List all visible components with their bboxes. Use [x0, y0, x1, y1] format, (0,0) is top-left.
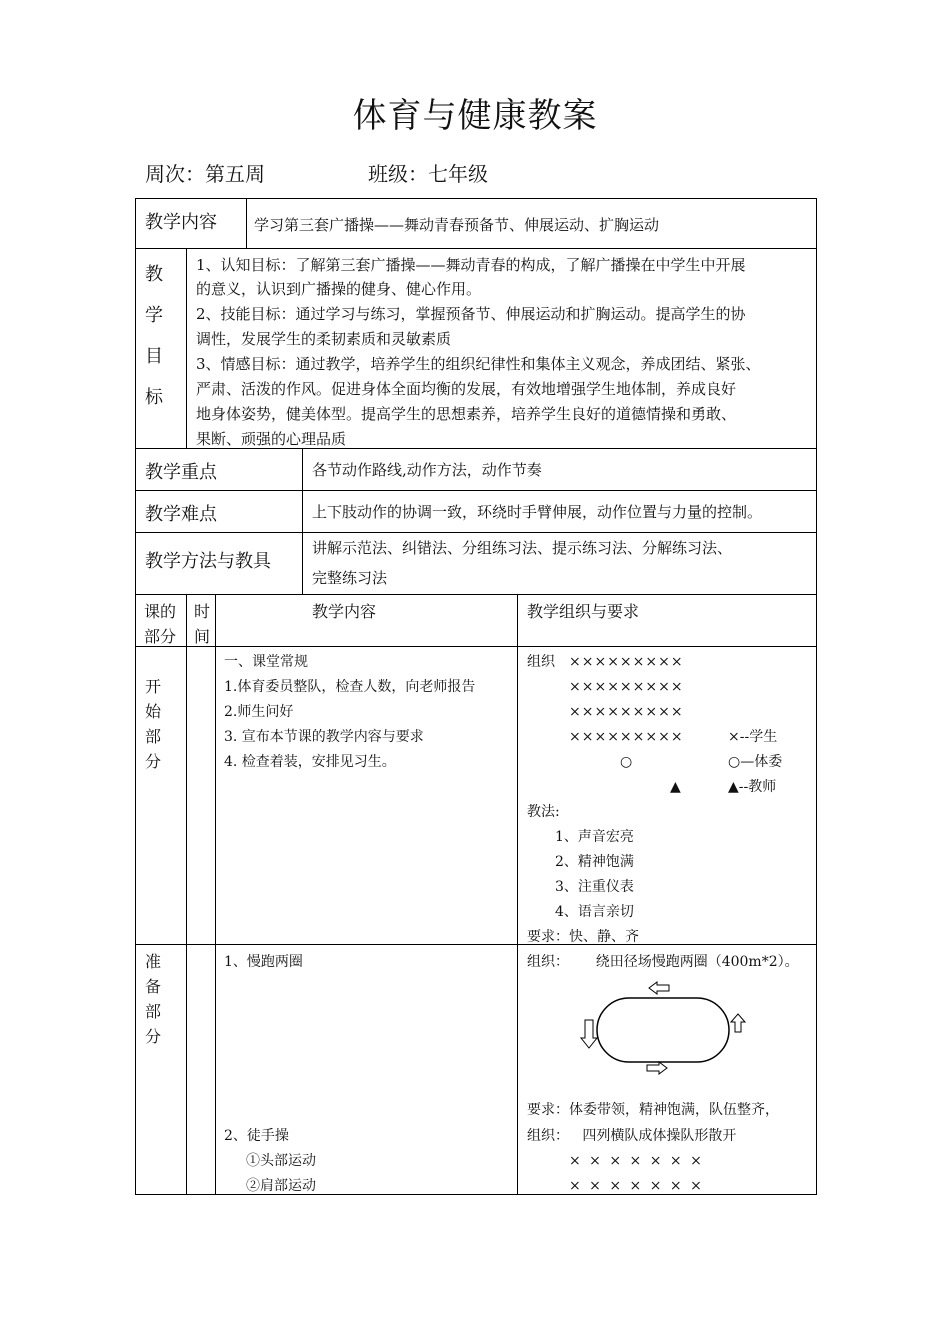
student-row: ×××××××××	[569, 704, 684, 720]
monitor-marker: ○	[620, 754, 633, 770]
goals-line: 3、情感目标：通过教学，培养学生的组织纪律性和集体主义观念，养成团结、紧张、	[196, 355, 761, 373]
method-line: 完整练习法	[312, 569, 388, 587]
track-diagram	[577, 980, 757, 1080]
goals-line: 地身体姿势，健美体型。提高学生的思想素养，培养学生良好的道德情操和勇敢、	[196, 405, 737, 423]
legend-monitor: ○—体委	[728, 754, 783, 770]
arrow-left-icon	[649, 982, 669, 994]
method-line: 讲解示范法、纠错法、分组练习法、提示练习法、分解练习法、	[312, 539, 733, 557]
header-time: 时 间	[194, 602, 211, 646]
legend-student: ×--学生	[728, 729, 778, 745]
method-item: 3、注重仪表	[555, 879, 634, 895]
start-part-label: 开 始 部 分	[145, 677, 162, 771]
formation-row: × × × × × × ×	[569, 1178, 704, 1194]
arrow-up-icon	[731, 1014, 745, 1032]
goals-line: 2、技能目标：通过学习与练习，掌握预备节、伸展运动和扩胸运动。提高学生的协	[196, 305, 746, 323]
org-label: 组织	[527, 654, 555, 670]
prep-item: 1、慢跑两圈	[224, 954, 303, 970]
arrow-right-icon	[647, 1062, 667, 1074]
difficulty-label: 教学难点	[145, 504, 217, 525]
goals-line: 严肃、活泼的作风。促进身体全面均衡的发展，有效地增强学生地体制，养成良好	[196, 380, 737, 398]
goals-line: 调性，发展学生的柔韧素质和灵敏素质	[196, 330, 452, 348]
prep-requirement: 要求：体委带领，精神饱满，队伍整齐，	[527, 1102, 779, 1118]
header-part: 课的 部分	[144, 602, 177, 646]
prep-org-line: 组织： 四列横队成体操队形散开	[527, 1128, 737, 1144]
method-label: 教学方法与教具	[145, 551, 271, 572]
difficulty-text: 上下肢动作的协调一致，环绕时手臂伸展，动作位置与力量的控制。	[312, 503, 763, 521]
method-item: 4、语言亲切	[555, 904, 634, 920]
prep-content	[224, 950, 514, 1194]
start-content-line: 一、课堂常规	[224, 654, 308, 670]
header-org: 教学组织与要求	[527, 602, 640, 621]
prep-part-label: 准 备 部 分	[145, 952, 162, 1046]
formation-row: × × × × × × ×	[569, 1153, 704, 1169]
goals-line: 的意义，认识到广播操的健身、健心作用。	[196, 280, 482, 298]
start-requirement: 要求：快、静、齐	[527, 929, 639, 945]
grade-label: 班级：七年级	[368, 162, 488, 186]
prep-org	[527, 950, 816, 1193]
start-content-line: 3. 宣布本节课的教学内容与要求	[224, 729, 424, 745]
key-points-label: 教学重点	[145, 462, 217, 483]
method-item: 1、声音宏亮	[555, 829, 634, 845]
teacher-marker: ▲	[670, 779, 681, 795]
arrow-down-icon	[581, 1020, 597, 1048]
content-text: 学习第三套广播操——舞动青春预备节、伸展运动、扩胸运动	[254, 216, 660, 234]
goals-label: 教 学 目 标	[145, 264, 163, 408]
start-content-line: 4. 检查着装，安排见习生。	[224, 754, 396, 770]
page-title: 体育与健康教案	[352, 96, 598, 136]
method-item: 2、精神饱满	[555, 854, 634, 870]
student-row: ×××××××××	[569, 729, 684, 745]
header-content: 教学内容	[312, 602, 377, 621]
goals-line: 果断、顽强的心理品质	[196, 430, 347, 448]
track-oval	[597, 998, 729, 1062]
start-content-line: 1.体育委员整队，检查人数，向老师报告	[224, 679, 476, 695]
prep-sub-item: ②肩部运动	[246, 1178, 316, 1194]
student-row: ×××××××××	[569, 654, 684, 670]
legend-teacher: ▲--教师	[728, 779, 777, 795]
start-org	[527, 650, 816, 945]
prep-org-line: 组织： 绕田径场慢跑两圈（400m*2）。	[527, 954, 799, 970]
prep-sub-item: ①头部运动	[246, 1153, 316, 1169]
week-label: 周次：第五周	[145, 162, 265, 186]
prep-item: 2、徒手操	[224, 1128, 289, 1144]
start-content-line: 2.师生问好	[224, 704, 294, 720]
content-label: 教学内容	[145, 212, 217, 233]
student-row: ×××××××××	[569, 679, 684, 695]
goals-line: 1、认知目标：了解第三套广播操——舞动青春的构成，了解广播操在中学生中开展	[196, 256, 746, 274]
key-points-text: 各节动作路线,动作方法，动作节奏	[312, 461, 542, 479]
method-heading: 教法:	[527, 804, 560, 820]
